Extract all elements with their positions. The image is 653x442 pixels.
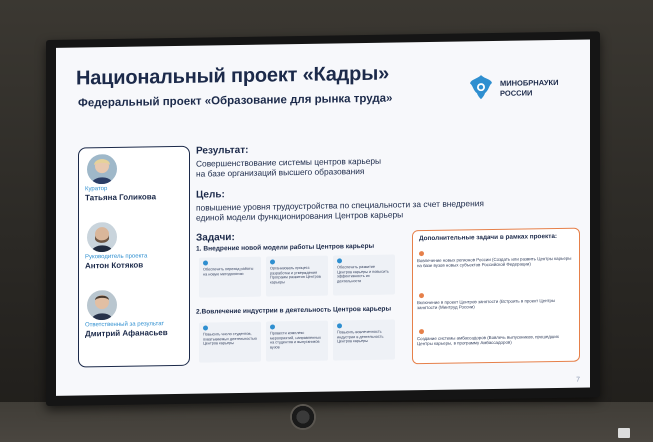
avatar xyxy=(87,222,117,252)
task-card xyxy=(266,256,328,297)
webcam-icon xyxy=(290,404,316,430)
task-card xyxy=(333,255,395,296)
slide-subtitle: Федеральный проект «Образование для рынка труда» xyxy=(78,92,393,110)
task-1-cards xyxy=(199,255,395,298)
role-label: Ответственный за результат xyxy=(85,321,165,329)
logo-line-2: РОССИИ xyxy=(500,88,533,98)
person-name: Дмитрий Афанасьев xyxy=(85,328,168,339)
person-curator xyxy=(85,153,185,203)
avatar xyxy=(87,154,117,184)
extra-task-item xyxy=(417,291,575,311)
bullet-icon xyxy=(419,329,424,334)
person-name: Татьяна Голикова xyxy=(85,192,157,203)
result-text-1: Совершенствование системы центров карьеры xyxy=(196,155,382,169)
task-card xyxy=(333,320,395,361)
card-text: Провести комплекс мероприятий, направленных на студентов и выпускников вузов xyxy=(270,330,321,350)
task-2-cards xyxy=(199,320,395,363)
person-project-lead xyxy=(85,221,185,271)
bullet-icon xyxy=(203,260,208,265)
task-card xyxy=(266,321,328,362)
card-text: Повысить вовлеченность индустрии в деятельность Центров карьеры xyxy=(337,329,384,344)
ministry-logo xyxy=(468,70,578,106)
logo-line-1: МИНОБРНАУКИ xyxy=(500,77,559,88)
task-1-title: 1. Внедрение новой модели работы Центров карьеры xyxy=(196,242,375,253)
extra-task-text: Включение в проект Центров занятости (Встроить в проект Центры занятости (Минтруд России) xyxy=(417,298,556,311)
task-2-title: 2.Вовлечение индустрии в деятельность Центров карьеры xyxy=(196,305,392,316)
tasks-heading: Задачи: xyxy=(196,232,235,244)
role-label: Куратор xyxy=(85,186,108,193)
card-text: Обеспечить переход работы на новую методологию xyxy=(203,266,254,277)
bullet-icon xyxy=(337,323,342,328)
card-text: Обеспечить развитие Центров карьеры и повысить эффективность их деятельности xyxy=(337,264,389,284)
extra-task-text: Вовлечение новых регионов России (Создать или развить Центры карьеры на базе вузов новых субъектов Российской Федерации) xyxy=(417,255,572,269)
task-card xyxy=(199,257,261,298)
goal-text-2: единой модели функционирования Центров карьеры xyxy=(196,209,404,223)
extra-tasks-box xyxy=(412,228,580,365)
extra-task-item xyxy=(417,249,575,269)
role-label: Руководитель проекта xyxy=(85,253,148,261)
card-text: Организовать процесс разработки и утверждения Программ развития Центров карьеры xyxy=(270,265,321,285)
display-bezel xyxy=(46,31,600,406)
wall-outlet xyxy=(618,428,630,438)
extra-tasks-heading: Дополнительные задачи в рамках проекта: xyxy=(419,232,558,243)
bullet-icon xyxy=(419,251,424,256)
coat-of-arms-icon xyxy=(468,73,494,101)
bullet-icon xyxy=(419,293,424,298)
extra-task-text: Создание системы амбассадоров (Вовлечь выпускников, прошедших Центры карьеры, в программу Амбассадоров) xyxy=(417,333,559,347)
extra-task-item xyxy=(417,327,575,347)
bullet-icon xyxy=(203,325,208,330)
task-card xyxy=(199,322,261,363)
people-panel xyxy=(78,146,190,368)
result-text-2: на базе организаций высшего образования xyxy=(196,165,365,179)
result-heading: Результат: xyxy=(196,144,249,157)
bullet-icon xyxy=(270,259,275,264)
person-name: Антон Котяков xyxy=(85,260,144,271)
goal-text-1: повышение уровня трудоустройства по специальности за счет внедрения xyxy=(196,198,484,213)
goal-heading: Цель: xyxy=(196,189,225,201)
card-text: Повысить число студентов, охватываемых деятельностью Центров карьеры xyxy=(203,331,257,346)
page-number: 7 xyxy=(576,376,580,384)
slide xyxy=(56,39,590,395)
slide-title: Национальный проект «Кадры» xyxy=(76,62,389,90)
wall-panel xyxy=(0,402,653,442)
person-responsible xyxy=(85,289,185,339)
bullet-icon xyxy=(337,258,342,263)
bullet-icon xyxy=(270,324,275,329)
avatar xyxy=(87,290,117,320)
